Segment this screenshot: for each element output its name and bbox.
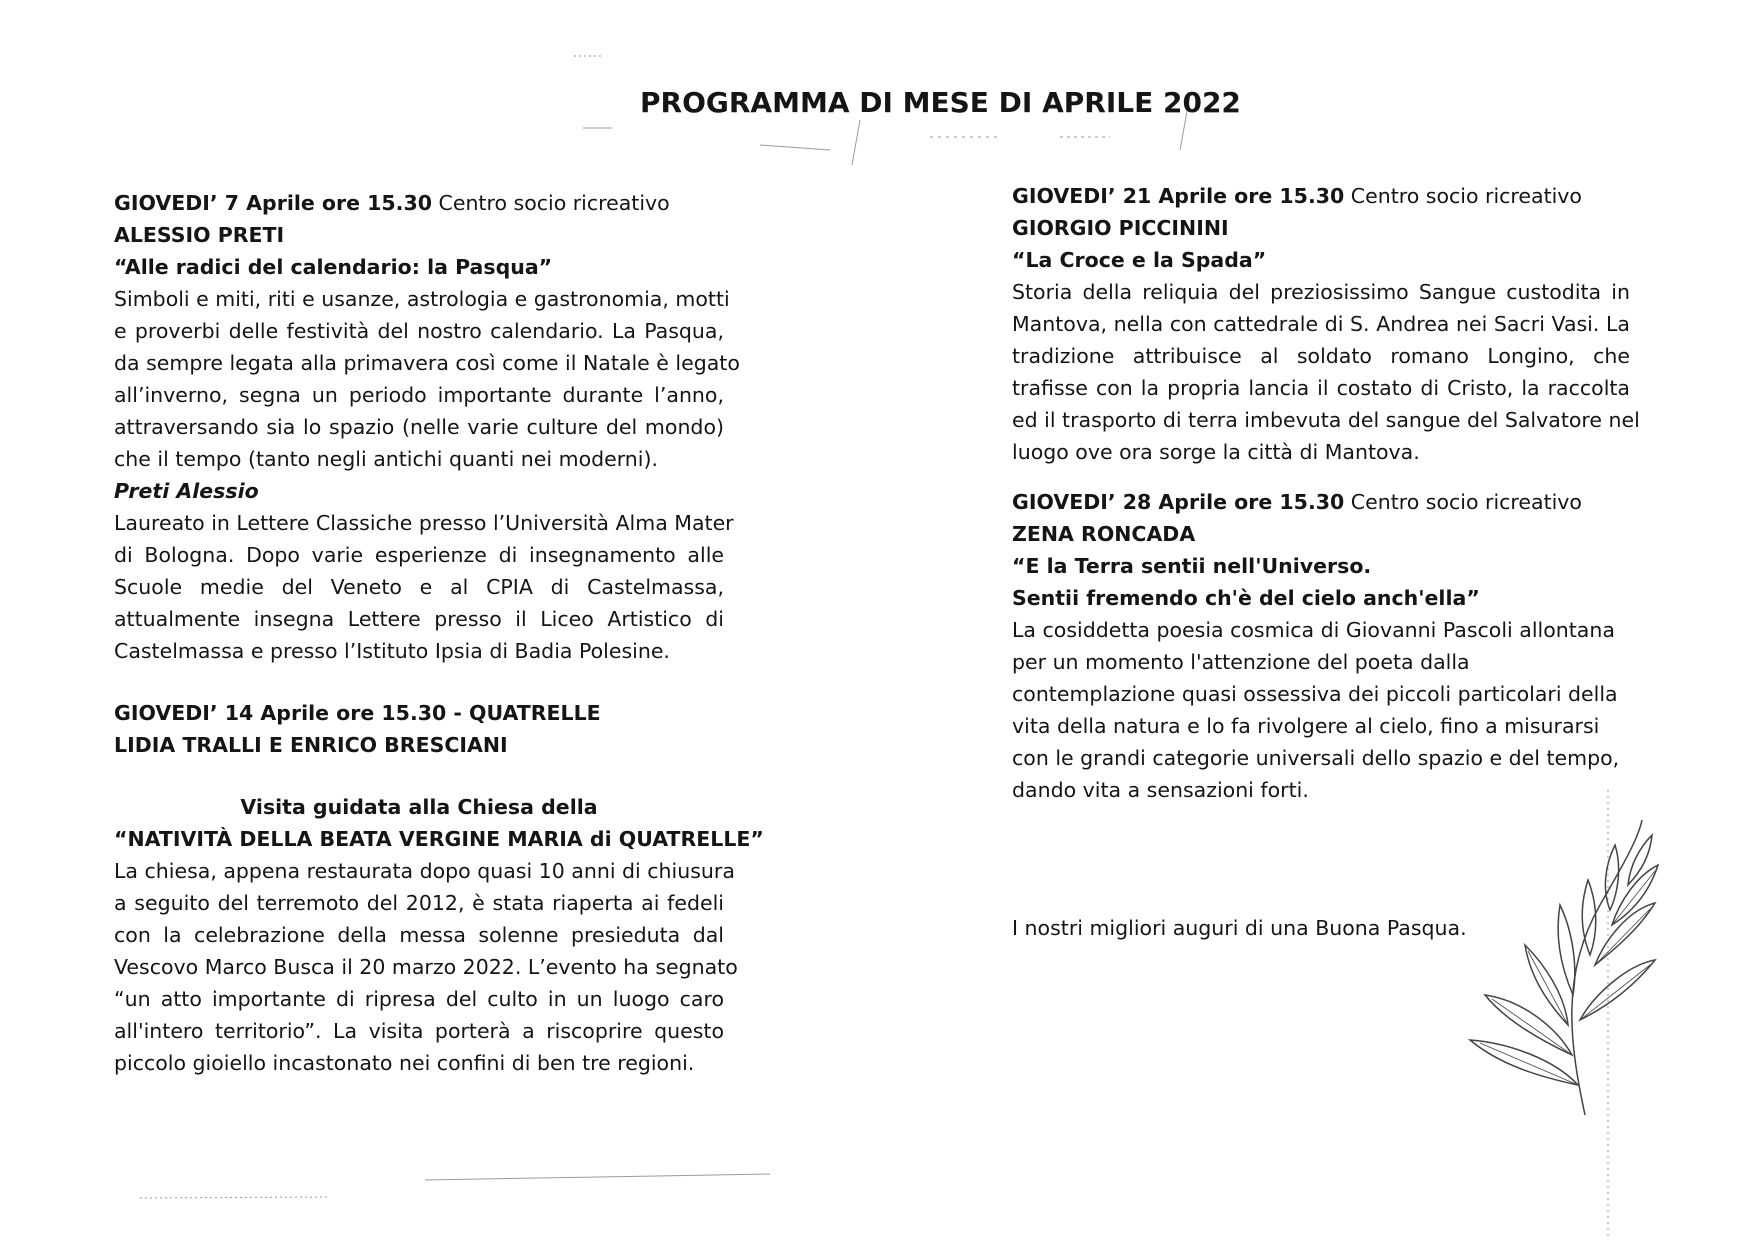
desc-line: con le grandi categorie universali dello spazio e del tempo, — [1012, 746, 1620, 770]
desc-line: e proverbi delle festività del nostro calendario. La Pasqua, — [114, 319, 724, 343]
speaker-name: LIDIA TRALLI E ENRICO BRESCIANI — [114, 733, 508, 757]
speaker-name: ALESSIO PRETI — [114, 223, 285, 247]
desc-line: con la celebrazione della messa solenne presieduta dal — [114, 923, 724, 947]
bio-line: Laureato in Lettere Classiche presso l’Università Alma Mater — [114, 511, 734, 535]
event-place: Centro socio ricreativo — [1344, 184, 1582, 208]
page-title: PROGRAMMA DI MESE DI APRILE 2022 — [640, 86, 1241, 119]
event-place: Centro socio ricreativo — [432, 191, 670, 215]
bio-line: Scuole medie del Veneto e al CPIA di Castelmassa, — [114, 575, 724, 599]
bio-line: attualmente insegna Lettere presso il Liceo Artistico di — [114, 607, 724, 631]
desc-line: La cosiddetta poesia cosmica di Giovanni Pascoli allontana — [1012, 618, 1615, 642]
event-date: GIOVEDI’ 21 Aprile ore 15.30 — [1012, 184, 1345, 208]
desc-line: Storia della reliquia del preziosissimo Sangue custodita in — [1012, 280, 1630, 304]
bio-line: Castelmassa e presso l’Istituto Ipsia di Badia Polesine. — [114, 639, 670, 663]
speaker-name: GIORGIO PICCININI — [1012, 216, 1229, 240]
desc-line: piccolo gioiello incastonato nei confini di ben tre regioni. — [114, 1051, 695, 1075]
desc-line: Vescovo Marco Busca il 20 marzo 2022. L’evento ha segnato — [114, 955, 738, 979]
desc-line: all’inverno, segna un periodo importante durante l’anno, — [114, 383, 724, 407]
desc-line: tradizione attribuisce al soldato romano Longino, che — [1012, 344, 1630, 368]
event-heading — [114, 187, 724, 219]
desc-line: La chiesa, appena restaurata dopo quasi 10 anni di chiusura — [114, 859, 735, 883]
desc-line: ed il trasporto di terra imbevuta del sangue del Salvatore nel — [1012, 408, 1640, 432]
bio-name: Preti Alessio — [114, 479, 259, 503]
speaker-name: ZENA RONCADA — [1012, 522, 1196, 546]
event-place: Centro socio ricreativo — [1344, 490, 1582, 514]
easter-greeting: I nostri migliori auguri di una Buona Pasqua. — [1012, 916, 1467, 940]
desc-line: a seguito del terremoto del 2012, è stata riaperta ai fedeli — [114, 891, 724, 915]
event-date: GIOVEDI’ 7 Aprile ore 15.30 — [114, 191, 432, 215]
desc-line: contemplazione quasi ossessiva dei piccoli particolari della — [1012, 682, 1618, 706]
visit-title: Visita guidata alla Chiesa della — [240, 795, 598, 819]
talk-title: “La Croce e la Spada” — [1012, 248, 1267, 272]
desc-line: che il tempo (tanto negli antichi quanti nei moderni). — [114, 447, 659, 471]
olive-branch-icon — [1460, 815, 1660, 1115]
desc-line: da sempre legata alla primavera così come il Natale è legato — [114, 351, 740, 375]
desc-line: Mantova, nella con cattedrale di S. Andrea nei Sacri Vasi. La — [1012, 312, 1630, 336]
desc-line: vita della natura e lo fa rivolgere al cielo, fino a misurarsi — [1012, 714, 1600, 738]
event-heading — [1012, 180, 1630, 212]
event-heading — [1012, 486, 1630, 518]
poem-quote-line: “E la Terra sentii nell'Universo. — [1012, 554, 1372, 578]
left-column — [114, 187, 764, 1079]
desc-line: “un atto importante di ripresa del culto in un luogo caro — [114, 987, 724, 1011]
desc-line: luogo ove ora sorge la città di Mantova. — [1012, 440, 1420, 464]
bio-line: di Bologna. Dopo varie esperienze di insegnamento alle — [114, 543, 724, 567]
desc-line: Simboli e miti, riti e usanze, astrologia e gastronomia, motti — [114, 287, 730, 311]
church-name: “NATIVITÀ DELLA BEATA VERGINE MARIA di QUATRELLE” — [114, 827, 764, 851]
poem-quote-line: Sentii fremendo ch'è del cielo anch'ella” — [1012, 586, 1480, 610]
event-date: GIOVEDI’ 28 Aprile ore 15.30 — [1012, 490, 1345, 514]
desc-line: all'intero territorio”. La visita porterà a riscoprire questo — [114, 1019, 724, 1043]
desc-line: per un momento l'attenzione del poeta dalla — [1012, 650, 1470, 674]
desc-line: trafisse con la propria lancia il costato di Cristo, la raccolta — [1012, 376, 1630, 400]
desc-line: attraversando sia lo spazio (nelle varie culture del mondo) — [114, 415, 724, 439]
event-heading: GIOVEDI’ 14 Aprile ore 15.30 - QUATRELLE — [114, 701, 601, 725]
talk-title: “Alle radici del calendario: la Pasqua” — [114, 255, 553, 279]
desc-line: dando vita a sensazioni forti. — [1012, 778, 1309, 802]
